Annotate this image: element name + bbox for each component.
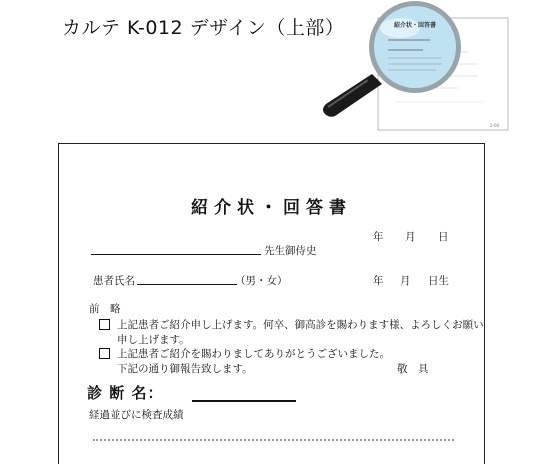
page-title: カルテ K-012 デザイン（上部）	[62, 17, 345, 39]
reply-checkbox[interactable]	[99, 348, 110, 359]
year-label: 年	[373, 231, 384, 243]
patient-name-field[interactable]	[137, 284, 237, 285]
magnifier-handle	[323, 74, 382, 117]
option2-line1: 上記患者ご紹介を賜わりましてありがとうございました。	[117, 348, 390, 360]
lens-title: 紹介状・回答書	[393, 22, 437, 29]
magnifier-lens	[374, 6, 456, 88]
magnifier-icon	[318, 0, 518, 132]
month-label: 月	[405, 231, 416, 243]
option2-line2: 下記の通り御報告致します。	[117, 363, 253, 375]
sex-selector[interactable]: （男・女）	[235, 275, 288, 287]
day-label: 日	[438, 231, 449, 243]
referral-checkbox[interactable]	[99, 319, 110, 330]
birth-year-label: 年	[373, 275, 384, 287]
option1-line1: 上記患者ご紹介申し上げます。何卒、御高診を賜わります様、よろしくお願い	[117, 319, 484, 331]
diagnosis-label: 診 断 名：	[87, 384, 164, 402]
referral-form	[58, 143, 485, 464]
closing: 敬 具	[397, 363, 429, 375]
form-title: 紹介状・回答書	[191, 198, 352, 218]
greeting: 前 略	[89, 303, 121, 315]
dotted-separator	[93, 439, 454, 441]
diagnosis-field[interactable]	[192, 400, 296, 402]
patient-name-label: 患者氏名	[93, 275, 135, 287]
doctor-name-field[interactable]	[91, 254, 261, 255]
birth-month-label: 月	[400, 275, 411, 287]
doctor-suffix: 先生御侍史	[264, 245, 317, 257]
progress-label: 経過並びに検査成績	[89, 409, 184, 421]
option1-line2: 申し上げます。	[117, 334, 190, 346]
thumbnail-page-number: 2-00	[490, 123, 500, 128]
birth-day-label: 日生	[428, 275, 449, 287]
